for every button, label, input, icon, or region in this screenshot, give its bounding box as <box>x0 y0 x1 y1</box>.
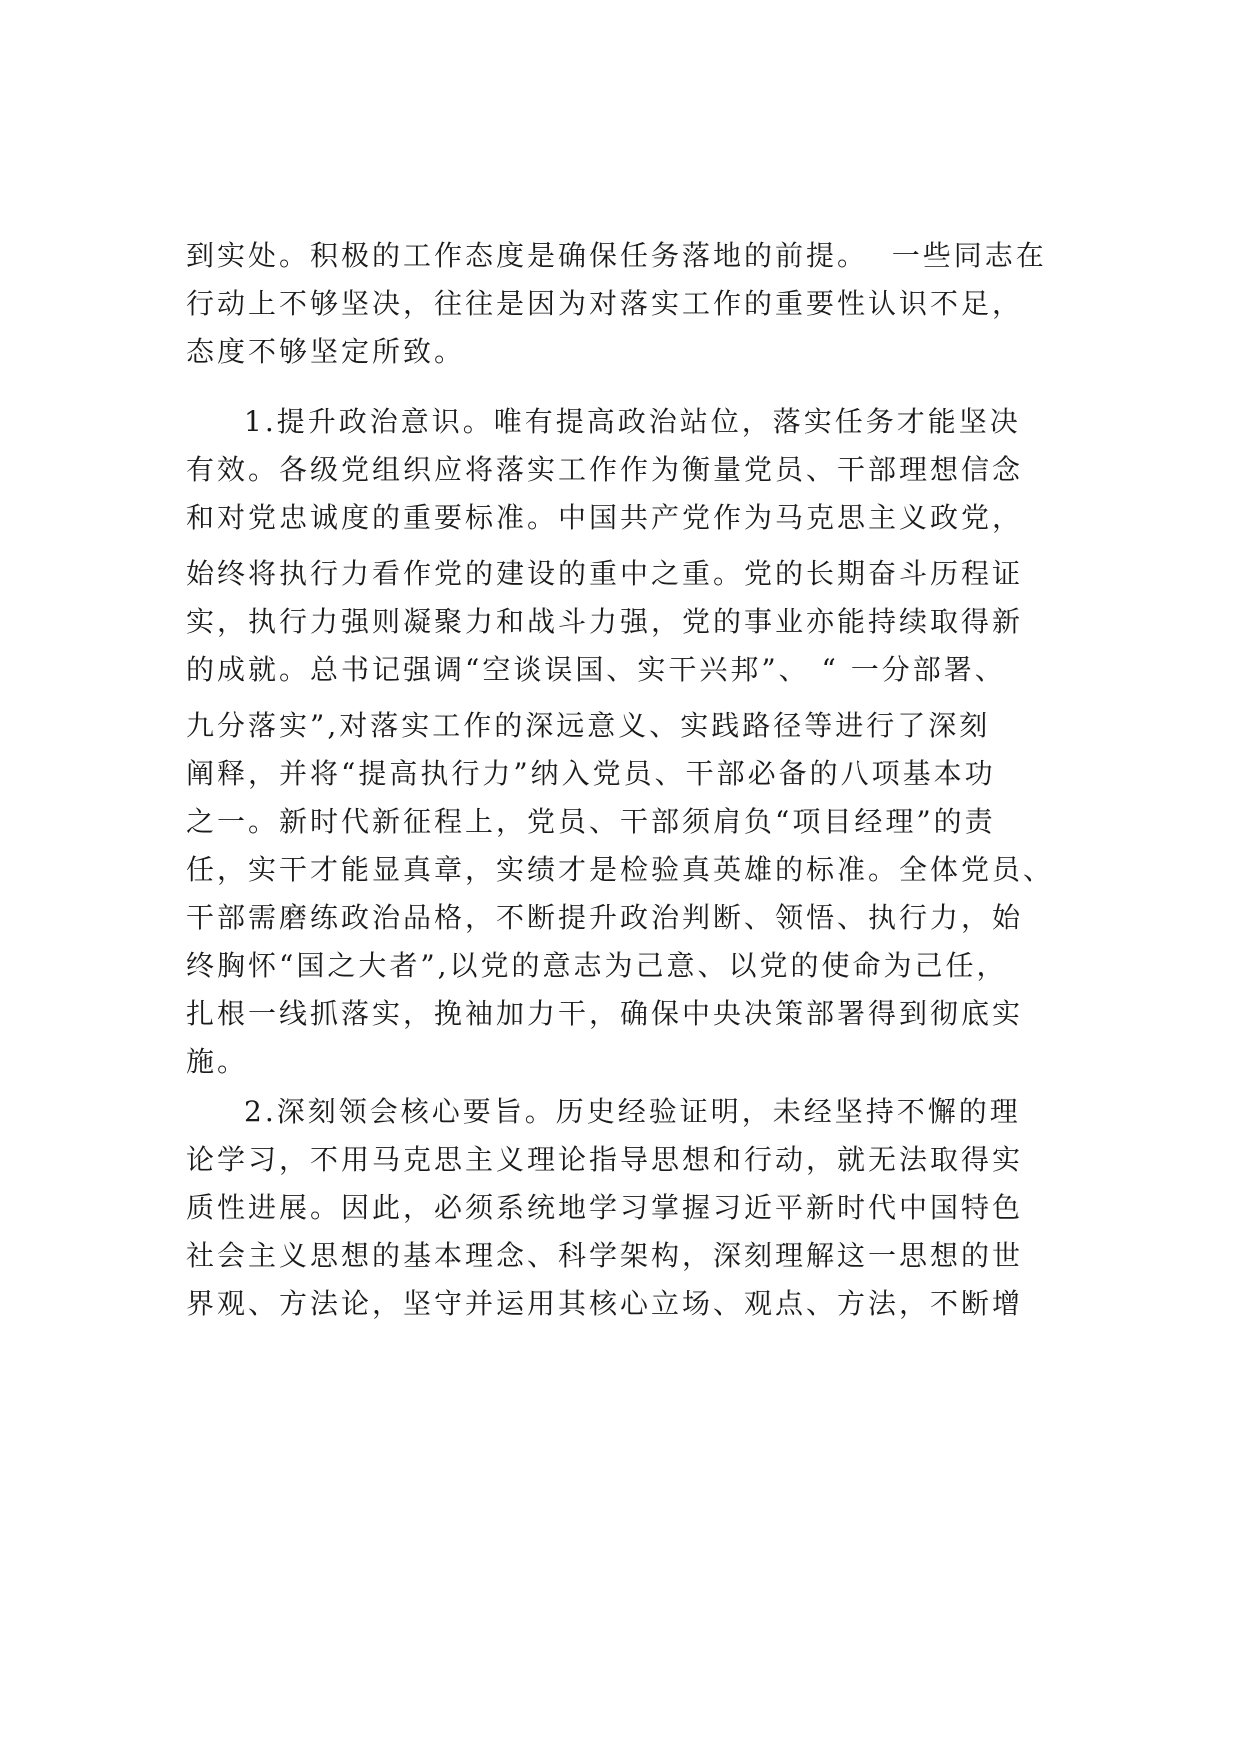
text-line: 有效。各级党组织应将落实工作作为衡量党员、干部理想信念 <box>186 453 1024 486</box>
text-line: 态度不够坚定所致。 <box>186 335 466 368</box>
text-line: 之一。新时代新征程上，党员、干部须肩负“项目经理”的责 <box>186 805 996 838</box>
text-line: 九分落实”,对落实工作的深远意义、实践路径等进行了深刻 <box>186 709 991 742</box>
text-line: 到实处。积极的工作态度是确保任务落地的前提。 一些同志在 <box>186 239 1047 272</box>
text-line: 阐释，并将“提高执行力”纳入党员、干部必备的八项基本功 <box>186 757 996 790</box>
text-line: 论学习，不用马克思主义理论指导思想和行动，就无法取得实 <box>186 1143 1024 1176</box>
section-1-paragraph <box>186 398 1056 1086</box>
text-line: 任，实干才能显真章，实绩才是检验真英雄的标准。全体党员、 <box>186 853 1055 886</box>
text-line: 质性进展。因此，必须系统地学习掌握习近平新时代中国特色 <box>186 1191 1024 1224</box>
text-line: 始终将执行力看作党的建设的重中之重。党的长期奋斗历程证 <box>186 557 1024 590</box>
text-line: 行动上不够坚决，往往是因为对落实工作的重要性认识不足， <box>186 287 1024 320</box>
text-line: 干部需磨练政治品格，不断提升政治判断、领悟、执行力，始 <box>186 901 1024 934</box>
section-1-heading-line: 1.提升政治意识。唯有提高政治站位，落实任务才能坚决 <box>244 405 1021 438</box>
section-2-paragraph <box>186 1088 1056 1328</box>
text-line: 界观、方法论，坚守并运用其核心立场、观点、方法，不断增 <box>186 1287 1024 1320</box>
text-line: 的成就。总书记强调“空谈误国、实干兴邦”、 “ 一分部署、 <box>186 653 1006 686</box>
intro-paragraph <box>186 232 1056 376</box>
text-line: 实，执行力强则凝聚力和战斗力强，党的事业亦能持续取得新 <box>186 605 1024 638</box>
text-line: 和对党忠诚度的重要标准。中国共产党作为马克思主义政党， <box>186 501 1024 534</box>
text-line: 扎根一线抓落实，挽袖加力干，确保中央决策部署得到彻底实 <box>186 997 1024 1030</box>
text-line: 终胸怀“国之大者”,以党的意志为己意、以党的使命为己任， <box>186 949 1008 982</box>
text-line: 社会主义思想的基本理念、科学架构，深刻理解这一思想的世 <box>186 1239 1024 1272</box>
section-2-heading-line: 2.深刻领会核心要旨。历史经验证明，未经坚持不懈的理 <box>244 1095 1021 1128</box>
text-line: 施。 <box>186 1045 249 1078</box>
